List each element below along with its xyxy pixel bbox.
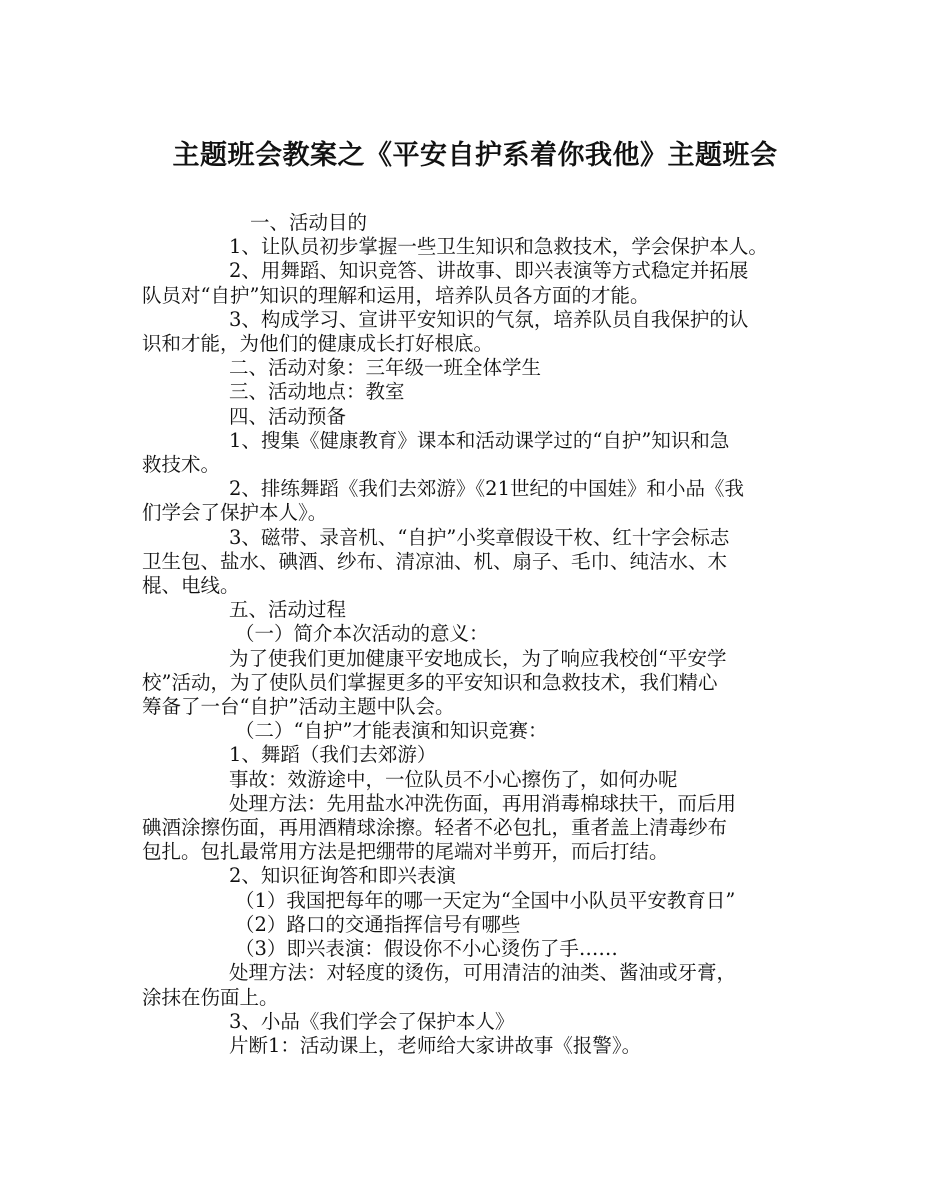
paragraph-line: 处理方法：对轻度的烫伤，可用清洁的油类、酱油或牙膏， <box>229 961 737 985</box>
heading-process: 五、活动过程 <box>229 598 347 622</box>
paragraph-line: 3、小品《我们学会了保护本人》 <box>229 1009 515 1033</box>
heading-purpose: 一、活动目的 <box>250 211 368 234</box>
paragraph-line: 校”活动，为了使队员们掌握更多的平安知识和急救技术，我们精心 <box>142 670 718 694</box>
document-body <box>142 211 814 1058</box>
question-item: （1）我国把每年的哪一天定为“全国中小队员平安教育日” <box>235 888 736 912</box>
heading-preparation: 四、活动预备 <box>229 404 347 428</box>
paragraph-line: 碘酒涂擦伤面，再用酒精球涂擦。轻者不必包扎，重者盖上清毒纱布 <box>142 816 728 840</box>
paragraph-line: 识和才能，为他们的健康成长打好根底。 <box>142 332 494 356</box>
paragraph-line: 队员对“自护”知识的理解和运用，培养队员各方面的才能。 <box>142 283 650 307</box>
paragraph-line: 事故：效游途中，一位队员不小心擦伤了，如何办呢 <box>229 767 678 791</box>
paragraph-line: 2、排练舞蹈《我们去郊游》《21世纪的中国娃》和小品《我 <box>229 477 744 501</box>
paragraph-line: 2、用舞蹈、知识竞答、讲故事、即兴表演等方式稳定并拓展 <box>229 259 749 283</box>
question-item: （2）路口的交通指挥信号有哪些 <box>235 912 521 936</box>
paragraph-line: 棍、电线。 <box>142 574 240 598</box>
heading-target: 二、活动对象：三年级一班全体学生 <box>229 356 542 380</box>
paragraph-line: 1、搜集《健康教育》课本和活动课学过的“自护”知识和急 <box>229 428 730 452</box>
paragraph-line: 涂抹在伤面上。 <box>142 985 279 1009</box>
paragraph-line: 3、磁带、录音机、“自护”小奖章假设干枚、红十字会标志 <box>229 525 730 549</box>
heading-location: 三、活动地点：教室 <box>229 380 405 404</box>
paragraph-line: 们学会了保护本人》。 <box>142 501 328 525</box>
subheading-intro: （一）简介本次活动的意义： <box>235 622 489 646</box>
paragraph-line: 卫生包、盐水、碘酒、纱布、清凉油、机、扇子、毛巾、纯洁水、木 <box>142 549 728 573</box>
paragraph-line: 处理方法：先用盐水冲洗伤面，再用消毒棉球扶干，而后用 <box>229 791 737 815</box>
page-title: 主题班会教案之《平安自护系着你我他》主题班会 <box>172 140 778 171</box>
question-item: （3）即兴表演：假设你不小心烫伤了手…… <box>235 937 618 961</box>
paragraph-line: 片断1：活动课上，老师给大家讲故事《报警》。 <box>229 1033 642 1057</box>
paragraph-line: 2、知识征询答和即兴表演 <box>229 864 456 888</box>
paragraph-line: 1、让队员初步掌握一些卫生知识和急救技术，学会保护本人。 <box>229 235 768 259</box>
paragraph-line: 3、构成学习、宣讲平安知识的气氛，培养队员自我保护的认 <box>229 307 749 331</box>
paragraph-line: 救技术。 <box>142 453 221 477</box>
paragraph-line: 为了使我们更加健康平安地成长，为了响应我校创“平安学 <box>229 646 727 670</box>
subheading-performance: （二）“自护”才能表演和知识竞赛： <box>235 719 548 743</box>
paragraph-line: 筹备了一台“自护”活动主题中队会。 <box>142 695 455 719</box>
paragraph-line: 包扎。包扎最常用方法是把绷带的尾端对半剪开，而后打结。 <box>142 840 669 864</box>
paragraph-line: 1、舞蹈（我们去郊游） <box>229 743 437 767</box>
